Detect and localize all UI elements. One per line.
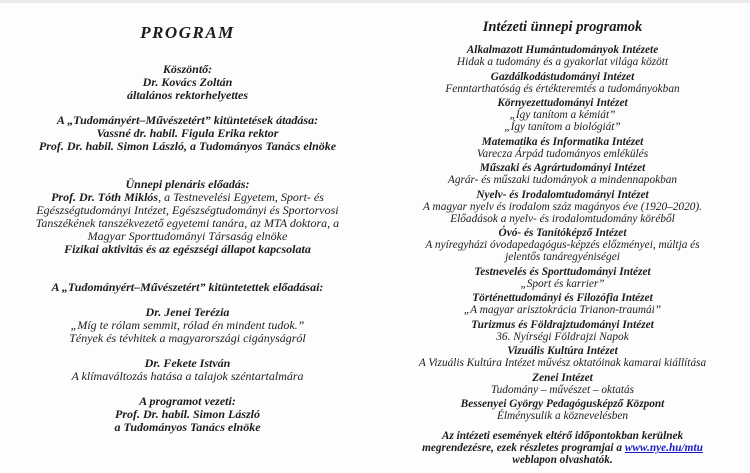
awardees-lectures-heading — [18, 281, 357, 294]
institute-entry-pedagogy-center — [381, 398, 744, 422]
institute-entry-visual-culture — [381, 345, 744, 369]
awards-ceremony-block — [18, 114, 357, 153]
text-segment: a Tudományos Tanács elnöke — [114, 420, 261, 434]
text-segment: A „Tudományért–Művészetért” kitüntetések átadása: — [56, 113, 319, 127]
text-line — [18, 332, 357, 345]
text-line — [381, 227, 744, 239]
text-line — [381, 174, 744, 186]
text-line — [381, 319, 744, 331]
text-segment: A nyíregyházi óvodapedagógus-képzés előzményei, múltja és — [425, 239, 700, 251]
text-segment: Élménysulik a köznevelésben — [496, 410, 629, 422]
text-segment: Környezettudományi Intézet — [497, 97, 628, 109]
text-line — [381, 345, 744, 357]
text-line — [381, 442, 744, 454]
text-segment: A magyar nyelv és irodalom száz magányos éve (1920–2020). — [423, 200, 702, 213]
text-line — [381, 71, 744, 83]
text-line — [18, 421, 357, 434]
text-line — [18, 243, 357, 256]
text-line — [381, 398, 744, 410]
text-line — [381, 213, 744, 225]
text-line — [381, 331, 744, 343]
text-segment: Vassné dr. habil. Figula Erika rektor — [96, 126, 279, 140]
text-segment: Egészségtudományi Intézet, Egészségtudományi és Sportorvosi — [36, 203, 339, 217]
text-line — [381, 454, 744, 466]
text-line — [381, 430, 744, 442]
text-segment: , a Testnevelési Egyetem, Sport- és — [158, 190, 324, 204]
text-segment: megrendezésre, ezek részletes programjai a — [422, 442, 625, 454]
text-segment: Fizikai aktivitás és az egészségi állapot kapcsolata — [64, 242, 311, 256]
text-segment: Gazdálkodástudományi Intézet — [490, 70, 635, 83]
text-segment: „A magyar arisztokrácia Trianon-traumái” — [463, 304, 662, 316]
text-line — [381, 278, 744, 290]
text-segment: Matematika és Informatika Intézet — [481, 135, 644, 148]
program-column — [0, 15, 375, 466]
lecture-fekete-block — [18, 357, 357, 383]
text-segment: Tanszékének tanszékvezető egyetemi tanára, az MTA doktora, a — [35, 216, 340, 230]
text-segment: A Vizuális Kultúra Intézet művész oktatóinak kamarai kiállítása — [418, 357, 707, 369]
text-line — [18, 370, 357, 383]
text-line — [381, 372, 744, 384]
text-line — [381, 56, 744, 68]
program-blocks — [18, 63, 357, 434]
institute-entry-environment — [381, 97, 744, 133]
text-line — [381, 148, 744, 160]
text-segment: Köszöntő: — [162, 62, 213, 76]
institute-entry-tourism-geography — [381, 319, 744, 343]
greeting-block — [18, 63, 357, 102]
institutes-column — [375, 15, 750, 466]
text-line — [381, 44, 744, 56]
text-line — [381, 83, 744, 95]
text-segment: Előadások a nyelv- és irodalomtudomány köréből — [450, 212, 675, 225]
text-segment: Nyelv- és Irodalomtudományi Intézet — [476, 188, 649, 201]
text-segment: A klímaváltozás hatása a talajok széntartalmára — [71, 369, 304, 383]
institute-entry-music — [381, 372, 744, 396]
text-segment: 36. Nyírségi Földrajzi Napok — [496, 330, 629, 343]
text-line — [381, 97, 744, 109]
text-segment: Zenei Intézet — [532, 371, 593, 384]
institute-blocks — [381, 44, 744, 466]
lecture-jenei-block — [18, 306, 357, 345]
text-segment: Tények és tévhitek a magyarországi cigányságról — [69, 331, 306, 345]
text-line — [381, 162, 744, 174]
text-segment: Prof. Dr. Tóth Miklós — [51, 190, 159, 204]
program-document — [0, 3, 750, 466]
text-segment: Magyar Sporttudományi Társaság elnöke — [87, 229, 288, 243]
text-segment: Hidak a tudomány és a gyakorlat világa között — [456, 56, 669, 68]
footer-note — [381, 430, 744, 466]
text-line — [18, 281, 357, 294]
text-segment: Óvó- és Tanítóképző Intézet — [498, 227, 627, 239]
program-host-block — [18, 395, 357, 434]
text-segment: Fenntarthatóság és értékteremtés a tudományokban — [445, 82, 680, 95]
institute-entry-humanities — [381, 44, 744, 68]
text-line — [381, 410, 744, 422]
text-line — [18, 140, 357, 153]
text-segment: Prof. Dr. habil. Simon László — [114, 407, 261, 421]
text-line — [18, 89, 357, 102]
text-line — [381, 266, 744, 278]
text-line — [381, 384, 744, 396]
plenary-lecture-block — [18, 178, 357, 256]
text-segment: Az intézeti események eltérő időpontokban kerülnek — [441, 430, 684, 442]
text-segment: „Sport és karrier” — [520, 277, 605, 290]
institute-entry-sport-science — [381, 266, 744, 290]
institutes-title: Intézeti ünnepi programok — [482, 19, 643, 35]
text-line — [381, 251, 744, 263]
text-segment: Műszaki és Agrártudományi Intézet — [479, 162, 646, 174]
text-line — [381, 109, 744, 121]
text-segment: A „Tudományért–Művészetért” kitüntetettek előadásai: — [51, 280, 324, 294]
website-link[interactable]: www.nye.hu/mtu — [624, 442, 703, 454]
institute-entry-engineering-agriculture — [381, 162, 744, 186]
text-segment: „Míg te rólam semmit, rólad én mindent tudok.” — [70, 318, 305, 332]
text-line — [381, 189, 744, 201]
text-segment: Prof. Dr. habil. Simon László, a Tudományos Tanács elnöke — [38, 139, 337, 153]
text-segment: „Így tanítom a kémiát” — [509, 109, 616, 121]
text-segment: Varecza Árpád tudományos emlékülés — [476, 147, 649, 160]
text-line — [381, 121, 744, 133]
text-segment: Agrár- és műszaki tudományok a mindennapokban — [447, 174, 678, 186]
text-segment: weblapon olvashatók. — [512, 454, 613, 466]
text-segment: Tudomány – művészet – oktatás — [490, 383, 635, 396]
text-segment: Dr. Fekete István — [144, 356, 231, 370]
institute-entry-history-philosophy — [381, 292, 744, 316]
text-line — [381, 239, 744, 251]
institute-entry-economics — [381, 71, 744, 95]
text-segment: Turizmus és Földrajztudományi Intézet — [471, 318, 654, 331]
text-line — [381, 304, 744, 316]
program-title: PROGRAM — [140, 23, 235, 42]
text-segment: Dr. Kovács Zoltán — [142, 75, 233, 89]
text-segment: jelentős tanáregyéniségei — [505, 251, 620, 263]
text-segment: Dr. Jenei Terézia — [145, 305, 230, 319]
institute-entry-linguistics-literature — [381, 189, 744, 225]
text-segment: „Így tanítom a biológiát” — [504, 121, 621, 133]
institute-entry-math-informatics — [381, 136, 744, 160]
text-line — [381, 201, 744, 213]
text-segment: A programot vezeti: — [139, 394, 236, 408]
text-line — [381, 357, 744, 369]
institute-entry-teacher-training — [381, 227, 744, 263]
text-segment: általános rektorhelyettes — [127, 88, 248, 102]
text-line — [381, 136, 744, 148]
text-segment: Vizuális Kultúra Intézet — [507, 345, 618, 357]
text-segment: Testnevelés és Sporttudományi Intézet — [474, 265, 651, 278]
text-segment: Történettudományi és Filozófia Intézet — [472, 292, 653, 304]
text-segment: Alkalmazott Humántudományok Intézete — [466, 44, 659, 56]
text-line — [381, 292, 744, 304]
text-segment: Ünnepi plenáris előadás: — [125, 177, 250, 191]
text-segment: Bessenyei György Pedagógusképző Központ — [460, 398, 665, 410]
